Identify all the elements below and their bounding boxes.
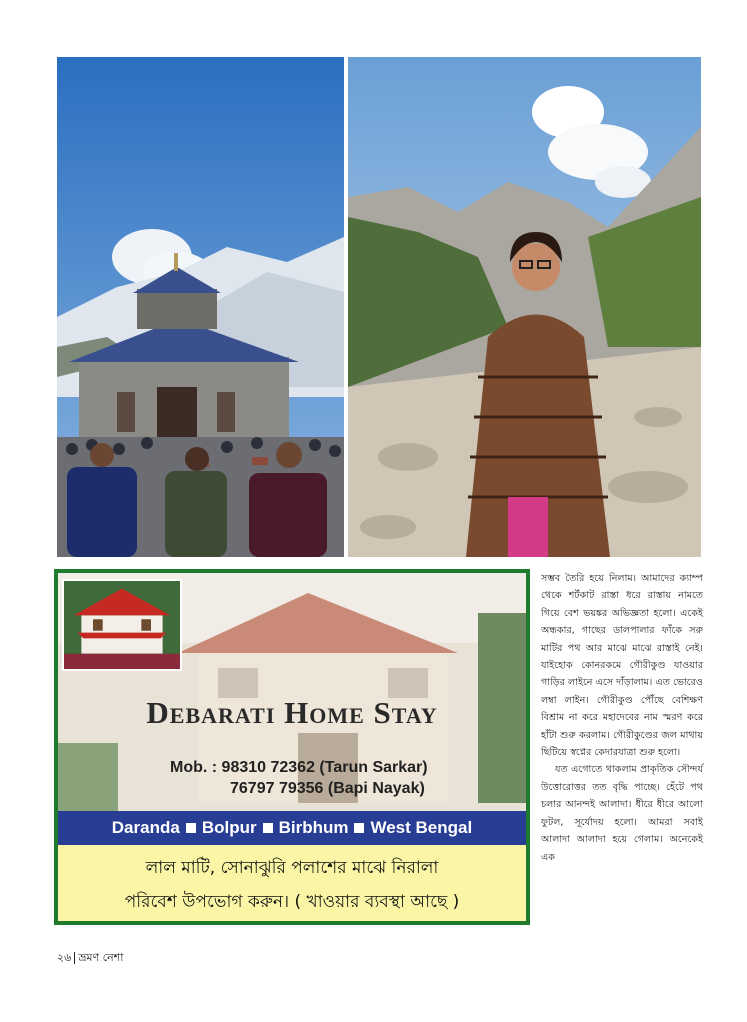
home-stay-title: Debarati Home Stay xyxy=(146,695,438,730)
location-west-bengal: West Bengal xyxy=(370,818,473,837)
page-footer xyxy=(57,949,123,968)
location-daranda: Daranda xyxy=(111,818,180,837)
page-number: ২৬ xyxy=(57,951,72,964)
contact-number-2: 76797 79356 (Bapi Nayak) xyxy=(230,780,425,797)
tagline-line-2: পরিবেশ উপভোগ করুন। ( খাওয়ার ব্যবস্থা আছে ) xyxy=(124,892,460,912)
article-paragraph-2: যত এগোতে থাকলাম প্রাকৃতিক সৌন্দর্য উত্তোরোত্তর তত বৃদ্ধি পাচ্ছে। হেঁটে পথ চলার আনন্দই আলাদা। ধীরে ধীরে আলো ফুটল, সূর্যোদয় হলো। আমরা সবাই আলাদা আলাদা হয়ে গেলাম। অনেকেই এক xyxy=(541,764,703,863)
home-stay-tagline xyxy=(58,845,526,921)
location-bolpur: Bolpur xyxy=(201,818,257,837)
contact-number-1: Mob. : 98310 72362 (Tarun Sarkar) xyxy=(170,759,428,776)
article-paragraph-1: সম্ভব তৈরি হয়ে নিলাম। আমাদের ক্যাম্প থেকে শর্টকাট রাস্তা ধরে রাস্তায় নামতে গিয়ে বেশ ভয়ঙ্কর অভিজ্ঞতা হলো। একেই অন্ধকার, গাছের ডালপালার ফাঁকে সরু মাটির পথ আর মাঝে মাঝে রাস্তাই নেই। যাইহোক কোনরকমে গৌরীকুণ্ড যাওয়ার গাড়ির লাইনে এসে দাঁড়ালাম। এত ভোরেও লম্বা লাইন। গৌরীকুণ্ড পৌঁছে বেশিক্ষণ বিশ্রাম না করে মহাদেবের নাম স্মরণ করে হাঁটা শুরু করলাম। গৌরীকুণ্ডের জল মাথায় ছিটিয়ে স্বপ্নের কেদারযাত্রা শুরু হলো। xyxy=(541,573,703,759)
article-column xyxy=(541,570,703,866)
divider xyxy=(74,952,75,964)
magazine-name: ভ্রমণ নেশা xyxy=(78,951,124,964)
location-bar xyxy=(58,811,526,845)
square-bullet-icon xyxy=(263,823,273,833)
temple-crowd-photo xyxy=(57,57,344,557)
home-stay-advertisement xyxy=(54,569,530,925)
square-bullet-icon xyxy=(354,823,364,833)
home-stay-inset-photo xyxy=(62,579,182,671)
location-birbhum: Birbhum xyxy=(278,818,349,837)
tagline-line-1: লাল মাটি, সোনাঝুরি পলাশের মাঝে নিরালা xyxy=(145,858,439,878)
square-bullet-icon xyxy=(186,823,196,833)
mountain-portrait-photo xyxy=(348,57,701,557)
